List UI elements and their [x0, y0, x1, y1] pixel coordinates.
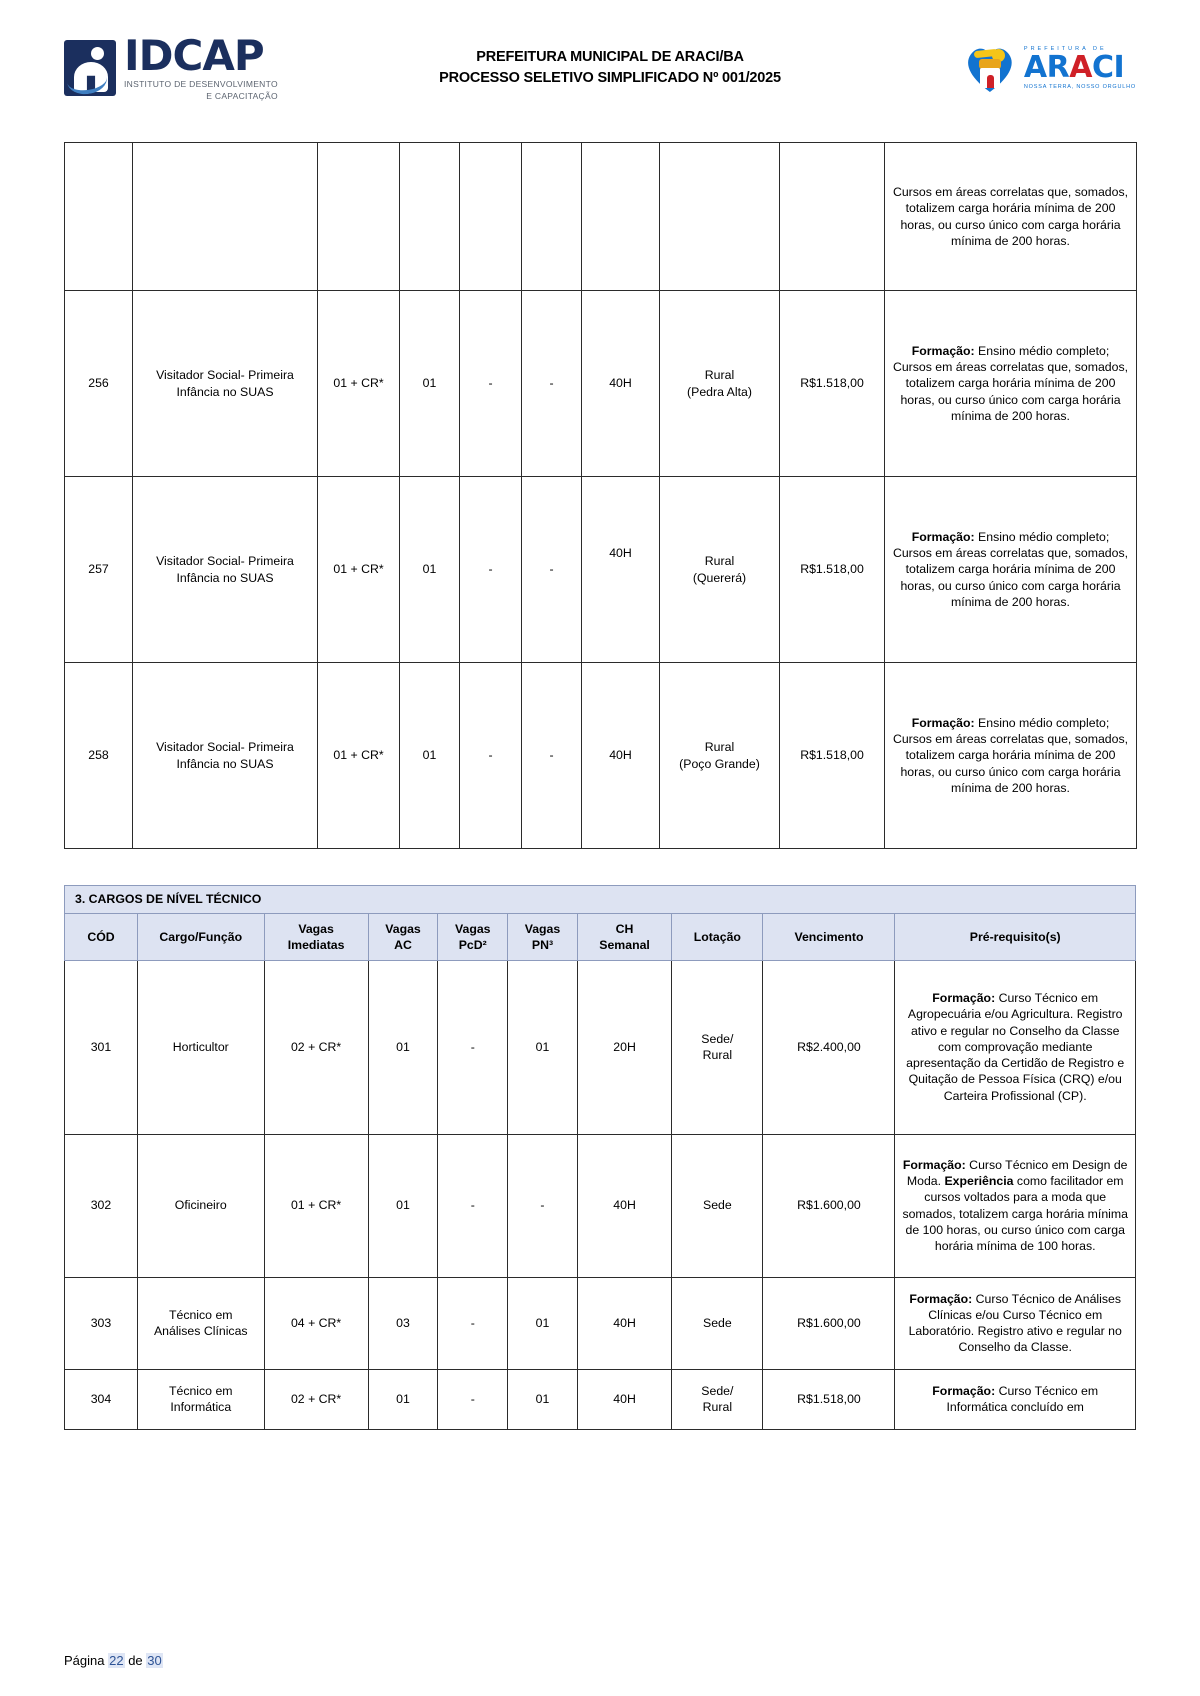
col-header-cod: CÓD — [65, 913, 138, 960]
cell-cargo: Visitador Social- Primeira Infância no SUAS — [133, 663, 318, 849]
cell-vencimento: R$1.600,00 — [763, 1134, 895, 1277]
araci-logo — [936, 42, 1136, 94]
col-header-vagas-imediatas — [264, 913, 368, 960]
cell-vagas-imediatas — [318, 143, 400, 291]
prereq-text: Curso Técnico em Informática concluído em — [946, 1383, 1099, 1414]
cell-vagas-pn: - — [508, 1134, 578, 1277]
idcap-subtitle-line1: INSTITUTO DE DESENVOLVIMENTO — [124, 79, 278, 89]
col-header-line2: PN³ — [531, 937, 554, 952]
araci-pretitle: PREFEITURA DE — [1023, 45, 1107, 52]
cell-vagas-pcd: - — [438, 1277, 508, 1369]
page-title-line2: PROCESSO SELETIVO SIMPLIFICADO Nº 001/2025 — [439, 70, 781, 86]
cell-vagas-imediatas: 02 + CR* — [264, 1369, 368, 1429]
idcap-subtitle-line2: E CAPACITAÇÃO — [206, 91, 278, 101]
table-row — [65, 143, 1137, 291]
cell-lotacao — [672, 960, 763, 1134]
cell-vagas-ac: 03 — [368, 1277, 438, 1369]
cell-vencimento: R$1.518,00 — [780, 663, 885, 849]
cell-ch-semanal: 40H — [582, 291, 660, 477]
cell-ch-semanal: 40H — [582, 663, 660, 849]
table-row — [65, 291, 1137, 477]
idcap-name: IDCAP — [124, 31, 264, 80]
footer-total-pages: 30 — [147, 1653, 162, 1668]
cell-prerequisito — [895, 1134, 1136, 1277]
page-title — [284, 47, 936, 89]
cell-ch-semanal: 40H — [577, 1277, 671, 1369]
cell-vagas-pn: - — [522, 663, 582, 849]
cell-prerequisito — [895, 960, 1136, 1134]
cell-cod: 302 — [65, 1134, 138, 1277]
lotacao-line1: Sede/ — [701, 1031, 734, 1046]
cell-lotacao: Sede — [672, 1277, 763, 1369]
cell-vagas-pn: - — [522, 477, 582, 663]
cell-cod: 258 — [65, 663, 133, 849]
prereq-label: Formação: — [909, 1291, 973, 1306]
table-header-row — [65, 913, 1136, 960]
cell-vagas-pcd: - — [438, 1134, 508, 1277]
cell-lotacao — [660, 663, 780, 849]
prereq-text: Ensino médio completo; Cursos em áreas correlatas que, somados, totalizem carga horária mínima de 200 horas, ou curso único com carga horária mínima de 200 horas. — [892, 343, 1129, 423]
cell-vagas-imediatas: 01 + CR* — [318, 477, 400, 663]
section-title: 3. CARGOS DE NÍVEL TÉCNICO — [65, 886, 1136, 914]
col-header-cargo: Cargo/Função — [137, 913, 264, 960]
lotacao-line1: Rural — [704, 740, 735, 754]
cell-lotacao — [660, 291, 780, 477]
cell-vencimento: R$1.518,00 — [780, 477, 885, 663]
cell-vencimento: R$1.600,00 — [763, 1277, 895, 1369]
table-row — [65, 477, 1137, 663]
prereq-label: Formação: — [932, 991, 996, 1006]
cell-cargo: Horticultor — [137, 960, 264, 1134]
cell-cargo — [137, 1369, 264, 1429]
col-header-vagas-pn — [508, 913, 578, 960]
footer-current-page: 22 — [109, 1653, 124, 1668]
col-header-line2: PcD² — [458, 937, 487, 952]
table-row — [65, 1134, 1136, 1277]
cell-vagas-pcd: - — [438, 1369, 508, 1429]
lotacao-line2: Rural — [702, 1400, 733, 1414]
lotacao-line1: Rural — [704, 368, 735, 382]
table-row — [65, 663, 1137, 849]
cell-vagas-pn — [522, 143, 582, 291]
idcap-emblem-icon — [64, 40, 116, 96]
cell-vencimento: R$1.518,00 — [763, 1369, 895, 1429]
cell-vagas-pn: 01 — [508, 960, 578, 1134]
cell-vencimento: R$1.518,00 — [780, 291, 885, 477]
prereq-text: Curso Técnico de Análises Clínicas e/ou Curso Técnico em Laboratório. Registro ativo e regular no Conselho da Classe. — [908, 1291, 1122, 1355]
col-header-line2: Imediatas — [287, 937, 345, 952]
cell-vagas-imediatas: 04 + CR* — [264, 1277, 368, 1369]
col-header-lotacao: Lotação — [672, 913, 763, 960]
cell-vagas-pn: 01 — [508, 1369, 578, 1429]
prereq-label: Formação: — [911, 715, 975, 730]
lotacao-line1: Sede/ — [701, 1383, 734, 1398]
araci-name: ARACI — [1023, 49, 1125, 85]
table-row — [65, 1369, 1136, 1429]
cell-lotacao — [660, 477, 780, 663]
prereq-label: Formação: — [911, 343, 975, 358]
footer-label-middle: de — [128, 1653, 143, 1668]
table-row — [65, 1277, 1136, 1369]
lotacao-line1: Rural — [704, 554, 735, 568]
cell-vagas-ac: 01 — [400, 663, 460, 849]
col-header-line1: CH — [615, 921, 634, 936]
col-header-prerequisito: Pré-requisito(s) — [895, 913, 1136, 960]
col-header-vencimento: Vencimento — [763, 913, 895, 960]
page-footer — [64, 1653, 163, 1668]
col-header-line1: Vagas — [298, 921, 334, 936]
cell-prerequisito — [885, 663, 1137, 849]
cell-cod — [65, 143, 133, 291]
cell-cod: 257 — [65, 477, 133, 663]
cell-cod: 301 — [65, 960, 138, 1134]
cell-vagas-ac — [400, 143, 460, 291]
cell-vagas-pn: 01 — [508, 1277, 578, 1369]
table-cargos-nivel-medio — [64, 142, 1137, 849]
col-header-line1: Vagas — [454, 921, 491, 936]
col-header-ch-semanal — [577, 913, 671, 960]
cargo-line2: Informática — [170, 1400, 232, 1414]
cell-lotacao — [660, 143, 780, 291]
cell-ch-semanal — [582, 143, 660, 291]
cell-cargo: Visitador Social- Primeira Infância no SUAS — [133, 477, 318, 663]
idcap-logo-text — [124, 31, 278, 101]
cell-ch-semanal: 40H — [577, 1134, 671, 1277]
lotacao-line2: (Pedra Alta) — [687, 384, 752, 399]
cell-vagas-pn: - — [522, 291, 582, 477]
section-title-row — [65, 886, 1136, 914]
col-header-line1: Vagas — [524, 921, 561, 936]
prereq-text: Ensino médio completo; Cursos em áreas correlatas que, somados, totalizem carga horária mínima de 200 horas, ou curso único com carga horária mínima de 200 horas. — [892, 529, 1129, 609]
cell-ch-semanal — [582, 477, 660, 663]
col-header-line2: AC — [394, 937, 412, 952]
col-header-vagas-ac — [368, 913, 438, 960]
cell-cod: 304 — [65, 1369, 138, 1429]
lotacao-line2: (Poço Grande) — [679, 756, 760, 771]
col-header-line1: Vagas — [385, 921, 421, 936]
cell-vagas-imediatas: 01 + CR* — [318, 291, 400, 477]
prereq-label: Formação: — [932, 1383, 996, 1398]
araci-tagline: NOSSA TERRA, NOSSO ORGULHO — [1023, 83, 1136, 90]
cell-ch-semanal: 20H — [577, 960, 671, 1134]
araci-crest-icon — [962, 42, 1018, 94]
table-row — [65, 960, 1136, 1134]
cell-vagas-imediatas: 02 + CR* — [264, 960, 368, 1134]
cell-cargo: Oficineiro — [137, 1134, 264, 1277]
cell-vagas-pcd — [460, 143, 522, 291]
cell-vagas-ac: 01 — [400, 291, 460, 477]
cell-cargo: Visitador Social- Primeira Infância no SUAS — [133, 291, 318, 477]
cell-vagas-pcd: - — [460, 291, 522, 477]
cell-prerequisito — [895, 1277, 1136, 1369]
page-header — [64, 0, 1136, 118]
cell-lotacao: Sede — [672, 1134, 763, 1277]
prereq-text: Curso Técnico em Agropecuária e/ou Agricultura. Registro ativo e regular no Conselho da Classe com comprovação mediante apresentação da Certidão de Registro e Quitação de Pessoa Física (CRQ) e/ou Carteira Profissional (CP). — [906, 991, 1125, 1103]
cargo-line1: Técnico em — [168, 1383, 233, 1398]
table-cargos-nivel-tecnico — [64, 885, 1136, 1430]
araci-logo-text — [1024, 46, 1136, 91]
cell-lotacao — [672, 1369, 763, 1429]
cell-prerequisito — [885, 291, 1137, 477]
cell-vagas-imediatas: 01 + CR* — [264, 1134, 368, 1277]
cell-vagas-imediatas: 01 + CR* — [318, 663, 400, 849]
cell-cargo — [137, 1277, 264, 1369]
prereq-text: Ensino médio completo; Cursos em áreas correlatas que, somados, totalizem carga horária mínima de 200 horas, ou curso único com carga horária mínima de 200 horas. — [892, 715, 1129, 795]
cell-vagas-ac: 01 — [400, 477, 460, 663]
footer-label-before: Página — [64, 1653, 105, 1668]
cell-vencimento — [780, 143, 885, 291]
prereq-text: Curso Técnico em Design de Moda. — [906, 1157, 1128, 1189]
prereq-label: Formação: — [911, 529, 975, 544]
cell-prerequisito: Cursos em áreas correlatas que, somados, totalizem carga horária mínima de 200 horas, ou curso único com carga horária mínima de 200 horas. — [885, 143, 1137, 291]
cell-prerequisito — [895, 1369, 1136, 1429]
cell-cod: 256 — [65, 291, 133, 477]
cell-vagas-pcd: - — [460, 663, 522, 849]
cell-prerequisito — [885, 477, 1137, 663]
cell-vagas-ac: 01 — [368, 1369, 438, 1429]
lotacao-line2: (Quererá) — [692, 570, 747, 585]
prereq-text-2: como facilitador em cursos voltados para a moda que somados, totalizem carga horária mínima de 100 horas, ou curso único com carga horária mínima de 100 horas. — [902, 1174, 1128, 1253]
cell-vencimento: R$2.400,00 — [763, 960, 895, 1134]
prereq-label-2: Experiência — [944, 1174, 1014, 1189]
prereq-label: Formação: — [902, 1157, 966, 1172]
cell-cod: 303 — [65, 1277, 138, 1369]
idcap-logo — [64, 31, 294, 101]
page-title-line1: PREFEITURA MUNICIPAL DE ARACI/BA — [476, 49, 744, 65]
ch-value: 40H — [609, 546, 632, 561]
cell-vagas-pcd: - — [460, 477, 522, 663]
col-header-vagas-pcd — [438, 913, 508, 960]
col-header-line2: Semanal — [599, 937, 650, 952]
lotacao-line2: Rural — [702, 1048, 733, 1062]
cell-cargo — [133, 143, 318, 291]
cell-vagas-ac: 01 — [368, 960, 438, 1134]
cell-ch-semanal: 40H — [577, 1369, 671, 1429]
cargo-line1: Técnico em — [168, 1307, 233, 1322]
cargo-line2: Análises Clínicas — [153, 1324, 248, 1338]
cell-vagas-pcd: - — [438, 960, 508, 1134]
cell-vagas-ac: 01 — [368, 1134, 438, 1277]
